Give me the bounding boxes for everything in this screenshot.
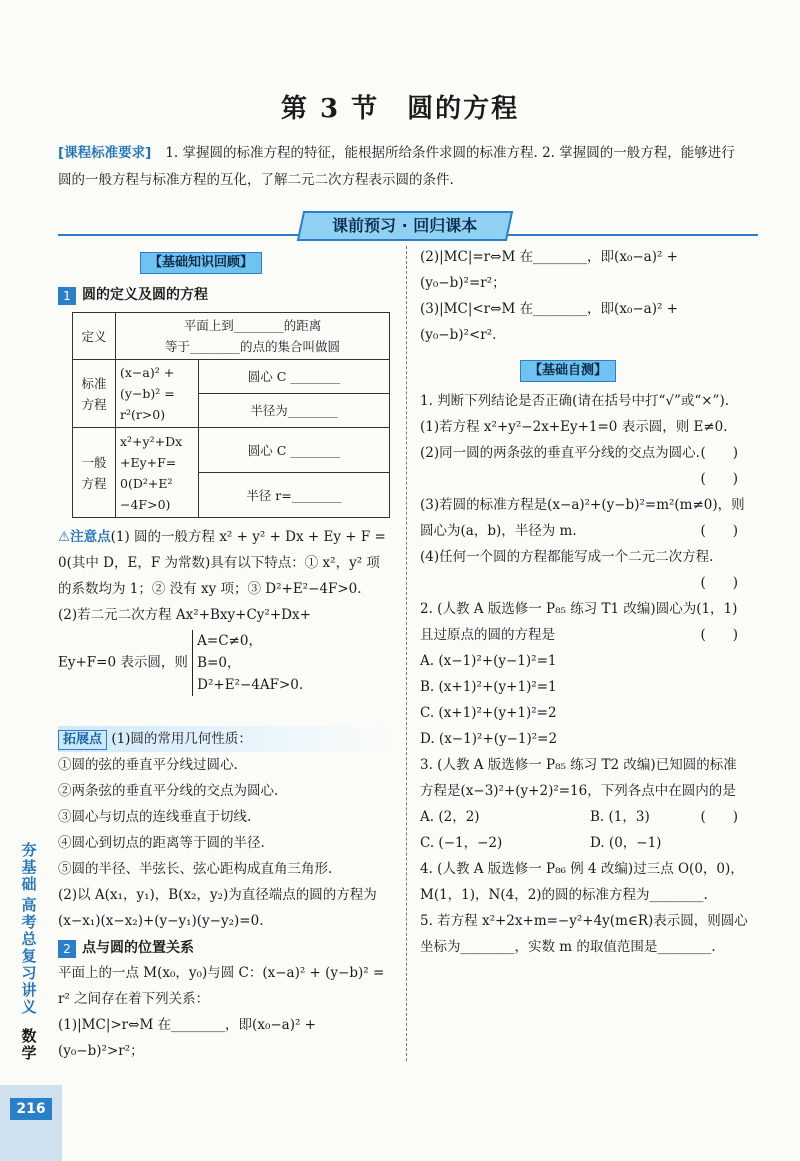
q2-paren: ( ): [700, 627, 738, 643]
ext-tag: 拓展点: [58, 730, 107, 750]
self-test-block: [420, 388, 750, 960]
note-tag: ⚠注意点: [58, 529, 111, 545]
circle-definition-table: [72, 312, 390, 518]
pos-intro: 平面上的一点 M(x₀，y₀)与圆 C：(x−a)² + (y−b)² = r² 之间存在着下列关系：: [58, 965, 385, 1007]
std-eq-2: (y−b)² =: [120, 386, 175, 401]
requirement-tag: [课程标准要求]: [58, 145, 152, 161]
q2-opt-b: B. (x+1)²+(y+1)²=1: [420, 679, 557, 695]
gen-eq-3: 0(D²+E²: [120, 475, 173, 491]
gen-eq-4: −4F>0): [120, 496, 171, 512]
section1-number: 1: [58, 287, 76, 305]
gen-eq-1: x²+y²+Dx: [120, 433, 183, 449]
ext-item-4: ④圆心到切点的距离等于圆的半径.: [58, 835, 265, 851]
q3-paren: ( ): [700, 809, 738, 825]
section2-number: 2: [58, 940, 76, 958]
cond-1: A=C≠0，: [197, 633, 262, 649]
page-corner: [0, 1085, 62, 1161]
extension-block: [58, 726, 393, 934]
ext-item-5: ⑤圆的半径、半弦长、弦心距构成直角三角形.: [58, 861, 333, 877]
self-test-tag: 【基础自测】: [520, 360, 616, 382]
q1-3: (3)若圆的标准方程是(x−a)²+(y−b)²=m²(m≠0)，则圆心为(a，b)，半径为 m.: [420, 497, 745, 539]
std-center: 圆心 C ________: [199, 360, 390, 394]
q3: 3. (人教 A 版选修一 P₈₅ 练习 T2 改编)已知圆的标准方程是(x−3)²+(y+2)²=16，下列各点中在圆内的是: [420, 757, 737, 799]
note-1: [58, 524, 393, 602]
banner-text: 课前预习 · 回归课本: [332, 216, 478, 235]
sidebar-label: [16, 842, 42, 1062]
q1-1-paren: ( ): [700, 445, 738, 461]
q2-opt-d: D. (x−1)²+(y−1)²=2: [420, 731, 558, 747]
section1-title: 圆的定义及圆的方程: [82, 287, 208, 303]
q1-1: (1)若方程 x²+y²−2x+Ey+1=0 表示圆，则 E≠0.: [420, 419, 728, 435]
sidebar-brand: 夯基础: [21, 841, 37, 893]
pos-1: (1)|MC|>r⇔M 在________，即(x₀−a)² + (y₀−b)²>r²；: [58, 1017, 316, 1059]
q1-4: (4)任何一个圆的方程都能写成一个二元二次方程.: [420, 549, 714, 565]
cond-3: D²+E²−4AF>0.: [197, 677, 304, 693]
note-2a: (2)若二元二次方程 Ax²+Bxy+Cy²+Dx+: [58, 607, 311, 623]
q3-opt-a: A. (2，2): [420, 809, 480, 825]
std-radius: 半径为________: [199, 394, 390, 428]
column-divider: [406, 246, 407, 1061]
ext-item-3: ③圆心与切点的连线垂直于切线.: [58, 809, 252, 825]
q3-opts-row-2: [420, 830, 750, 856]
q1-4-paren: ( ): [700, 575, 738, 591]
position-block: [58, 960, 393, 1064]
knowledge-tag: 【基础知识回顾】: [140, 252, 262, 274]
pos-2: (2)|MC|=r⇔M 在________，即(x₀−a)² + (y₀−b)²=r²；: [420, 249, 678, 291]
note-2b: Ey+F=0 表示圆，则: [58, 654, 188, 671]
ext-item-2: ②两条弦的垂直平分线的交点为圆心.: [58, 783, 279, 799]
q1-3-paren: ( ): [700, 523, 738, 539]
section2-heading: [58, 937, 194, 958]
def-label: 定义: [73, 313, 116, 360]
def-text-2: 等于________的点的集合叫做圆: [164, 339, 340, 354]
section2-title: 点与圆的位置关系: [82, 940, 194, 956]
requirement-text: 1. 掌握圆的标准方程的特征，能根据所给条件求圆的标准方程. 2. 掌握圆的一般方程，能够进行圆的一般方程与标准方程的互化，了解二元二次方程表示圆的条件.: [58, 145, 735, 188]
ext-header: [58, 726, 393, 752]
position-continued: [420, 244, 750, 348]
q3-opt-b: B. (1，3): [590, 809, 650, 825]
q5: 5. 若方程 x²+2x+m=−y²+4y(m∈R)表示圆，则圆心坐标为________，实数 m 的取值范围是________.: [420, 913, 748, 955]
q4: 4. (人教 A 版选修一 P₈₆ 例 4 改编)过三点 O(0，0)，M(1，1)，N(4，2)的圆的标准方程为________.: [420, 861, 744, 903]
gen-eq-2: +Ey+F=: [120, 454, 177, 470]
cond-2: B=0，: [197, 655, 241, 671]
ext-title: (1)圆的常用几何性质：: [111, 731, 252, 747]
self-test-tag-wrap: [520, 360, 616, 382]
page-title: 第 3 节 圆的方程: [280, 94, 520, 124]
ext-item-1: ①圆的弦的垂直平分线过圆心.: [58, 757, 238, 773]
gen-label: 一般方程: [73, 428, 116, 518]
q1-2-paren: ( ): [700, 471, 738, 487]
q1-2: (2)同一圆的两条弦的垂直平分线的交点为圆心.: [420, 445, 700, 461]
pos-3: (3)|MC|<r⇔M 在________，即(x₀−a)² + (y₀−b)²<r².: [420, 301, 678, 343]
std-eq-3: r²(r>0): [120, 407, 166, 422]
section-banner: [297, 211, 513, 241]
q2: 2. (人教 A 版选修一 P₈₅ 练习 T1 改编)圆心为(1，1)且过原点的圆的方程是: [420, 601, 738, 643]
q1-3-row: [420, 492, 750, 544]
def-text-1: 平面上到________的距离: [183, 318, 322, 333]
note-2b-row: [58, 630, 393, 696]
gen-center: 圆心 C ________: [199, 428, 390, 473]
note-2-conditions: [192, 630, 303, 696]
q1: 1. 判断下列结论是否正确(请在括号中打“√”或“×”).: [420, 393, 730, 409]
knowledge-tag-wrap: [140, 252, 262, 274]
q2-opt-a: A. (x−1)²+(y−1)²=1: [420, 653, 557, 669]
sidebar-subject: 数学: [21, 1027, 37, 1062]
ext-2: (2)以 A(x₁，y₁)，B(x₂，y₂)为直径端点的圆的方程为(x−x₁)(x−x₂)+(y−y₁)(y−y₂)=0.: [58, 887, 377, 929]
sidebar-series: 高考总复习讲义: [21, 896, 37, 1016]
section1-heading: [58, 284, 208, 305]
page-number: 216: [10, 1098, 52, 1120]
gen-radius: 半径 r=________: [199, 473, 390, 518]
std-label: 标准方程: [73, 360, 116, 428]
std-eq-1: (x−a)² +: [120, 365, 175, 380]
q2-row: [420, 596, 750, 648]
q2-opt-c: C. (x+1)²+(y+1)²=2: [420, 705, 557, 721]
course-requirement: [58, 140, 748, 194]
notes-block: [58, 524, 393, 696]
note-1-text: (1) 圆的一般方程 x² + y² + Dx + Ey + F = 0(其中 D，E，F 为常数)具有以下特点：① x²，y² 项的系数均为 1；② 没有 xy 项；③ D²+E²−4F>0.: [58, 529, 386, 597]
q1-4-paren-row: [420, 570, 750, 596]
q3-opt-c: C. (−1，−2): [420, 835, 503, 851]
q3-opt-d: D. (0，−1): [590, 835, 662, 851]
q1-2-paren-row: [420, 466, 750, 492]
